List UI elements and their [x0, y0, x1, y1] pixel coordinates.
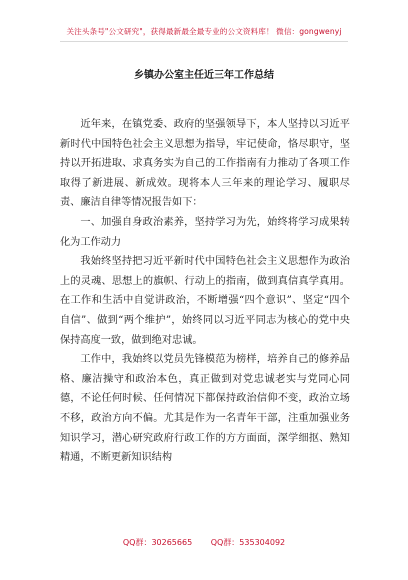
header-banner: 关注头条号"公文研究"，获得最新最全最专业的公文资料库！ 微信：gongwenyj	[66, 27, 342, 36]
section-heading: 一、加强自身政治素养，坚持学习为先，始终将学习成果转化为工作动力	[60, 216, 350, 248]
footer-qq-group-2: QQ群：535304092	[210, 538, 286, 547]
footer-qq-group-1: QQ群：30265665	[122, 538, 193, 547]
header-divider	[60, 41, 348, 42]
body-paragraph: 近年来，在镇党委、政府的坚强领导下，本人坚持以习近平新时代中国特色社会主义思想为指导，牢记使命，恪尽职守，坚持以开拓进取、求真务实为自己的工作指南有力推动了各项工作取得了新进展、新成效。现将本人三年来的理论学习、履职尽责、廉洁自律等情况报告如下：	[60, 119, 350, 209]
body-paragraph: 工作中，我始终以党员先锋模范为榜样，培养自己的修养品格、廉洁操守和政治本色，真正做到对党忠诚老实与党同心同德，不论任何时候、任何情况下都保持政治信仰不变，政治立场不移，政治方向不偏。尤其是作为一名青年干部，注重加强业务知识学习，潜心研究政府行政工作的方方面面，深学细抠、熟知精通，不断更新知识结构	[60, 354, 350, 464]
body-paragraph: 我始终坚持把习近平新时代中国特色社会主义思想作为政治上的灵魂、思想上的旗帜、行动上的指南，做到真信真学真用。在工作和生活中自觉讲政治，不断增强“四个意识”、坚定“四个自信”、做到“两个维护”，始终同以习近平同志为核心的党中央保持高度一致，做到绝对忠诚。	[60, 256, 350, 346]
document-body	[60, 115, 350, 468]
footer	[0, 537, 408, 548]
document-title: 乡镇办公室主任近三年工作总结	[134, 70, 274, 81]
